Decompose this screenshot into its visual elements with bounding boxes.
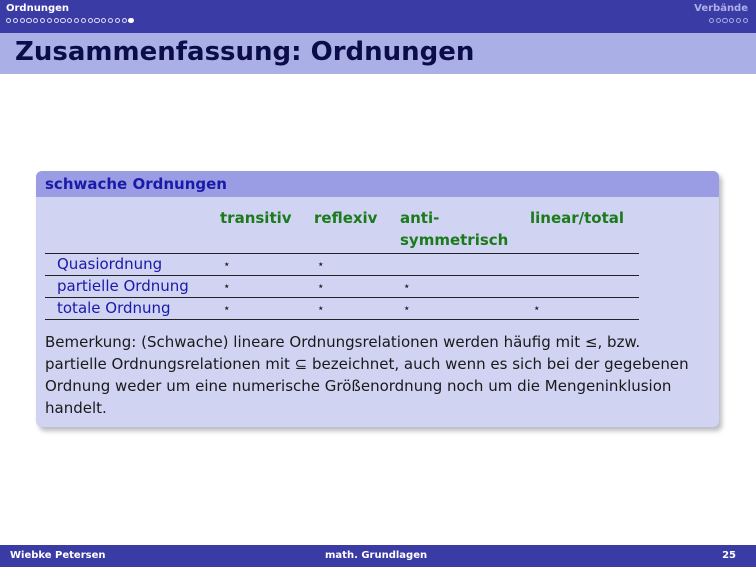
slide-dot[interactable] [108,18,113,23]
slide-dot[interactable] [26,18,31,23]
slide-dot[interactable] [122,18,127,23]
section-nav-ordnungen[interactable]: Ordnungen [6,3,70,14]
slide-dot[interactable] [74,18,79,23]
slide-dot[interactable] [60,18,65,23]
slide-dot[interactable] [88,18,93,23]
slide-dot[interactable] [81,18,86,23]
slide-dots-ordnungen [6,18,134,23]
slide-dot[interactable] [736,18,741,23]
slide-dot[interactable] [101,18,106,23]
slide-dots-verbaende [709,18,748,23]
slide-dot[interactable] [94,18,99,23]
mark-star: ⋆ [223,279,231,293]
mark-star: ⋆ [533,301,541,315]
slide-dot[interactable] [13,18,18,23]
col-header-symmetrisch: symmetrisch [400,231,509,249]
slide-dot[interactable] [743,18,748,23]
block-title: schwache Ordnungen [45,175,227,193]
row-label-totale-ordnung: totale Ordnung [57,299,171,317]
row-label-quasiordnung: Quasiordnung [57,255,163,273]
table-rule [45,319,639,320]
mark-star: ⋆ [223,257,231,271]
mark-star: ⋆ [403,279,411,293]
col-header-reflexiv: reflexiv [314,209,378,227]
slide-dot[interactable] [20,18,25,23]
definition-block [36,171,719,427]
headline-bar [0,0,756,33]
mark-star: ⋆ [317,301,325,315]
slide-dot[interactable] [115,18,120,23]
title-bar [0,33,756,74]
frame-title: Zusammenfassung: Ordnungen [15,37,475,67]
col-header-linear: linear/total [530,209,625,227]
row-label-partielle-ordnung: partielle Ordnung [57,277,189,295]
slide-dot[interactable] [716,18,721,23]
remark-text: Bemerkung: (Schwache) lineare Ordnungsrelationen werden häufig mit ≤, bzw. partielle Ordnungsrelationen mit ⊆ bezeichnet, auch wenn es sich bei der gegebenen Ordnung weder um eine numerische Größenordnung noch um die Mengeninklusion handelt. [45,333,689,417]
slide-dot[interactable] [722,18,727,23]
mark-star: ⋆ [317,279,325,293]
slide-dot[interactable] [709,18,714,23]
slide-dot[interactable] [33,18,38,23]
mark-star: ⋆ [223,301,231,315]
slide-dot[interactable] [729,18,734,23]
slide-dot[interactable] [6,18,11,23]
block-header [36,171,719,197]
footer-author: Wiebke Petersen [10,550,106,561]
col-header-anti: anti- [400,209,440,227]
slide-dot[interactable] [40,18,45,23]
footer-bar [0,545,756,567]
mark-star: ⋆ [317,257,325,271]
footer-title: math. Grundlagen [325,550,428,561]
slide-dot[interactable] [47,18,52,23]
current-slide-dot[interactable] [128,18,133,23]
page-number: 25 [722,550,736,561]
section-nav-verbaende[interactable]: Verbände [694,3,748,14]
mark-star: ⋆ [403,301,411,315]
slide-dot[interactable] [67,18,72,23]
slide-dot[interactable] [54,18,59,23]
col-header-transitiv: transitiv [220,209,292,227]
